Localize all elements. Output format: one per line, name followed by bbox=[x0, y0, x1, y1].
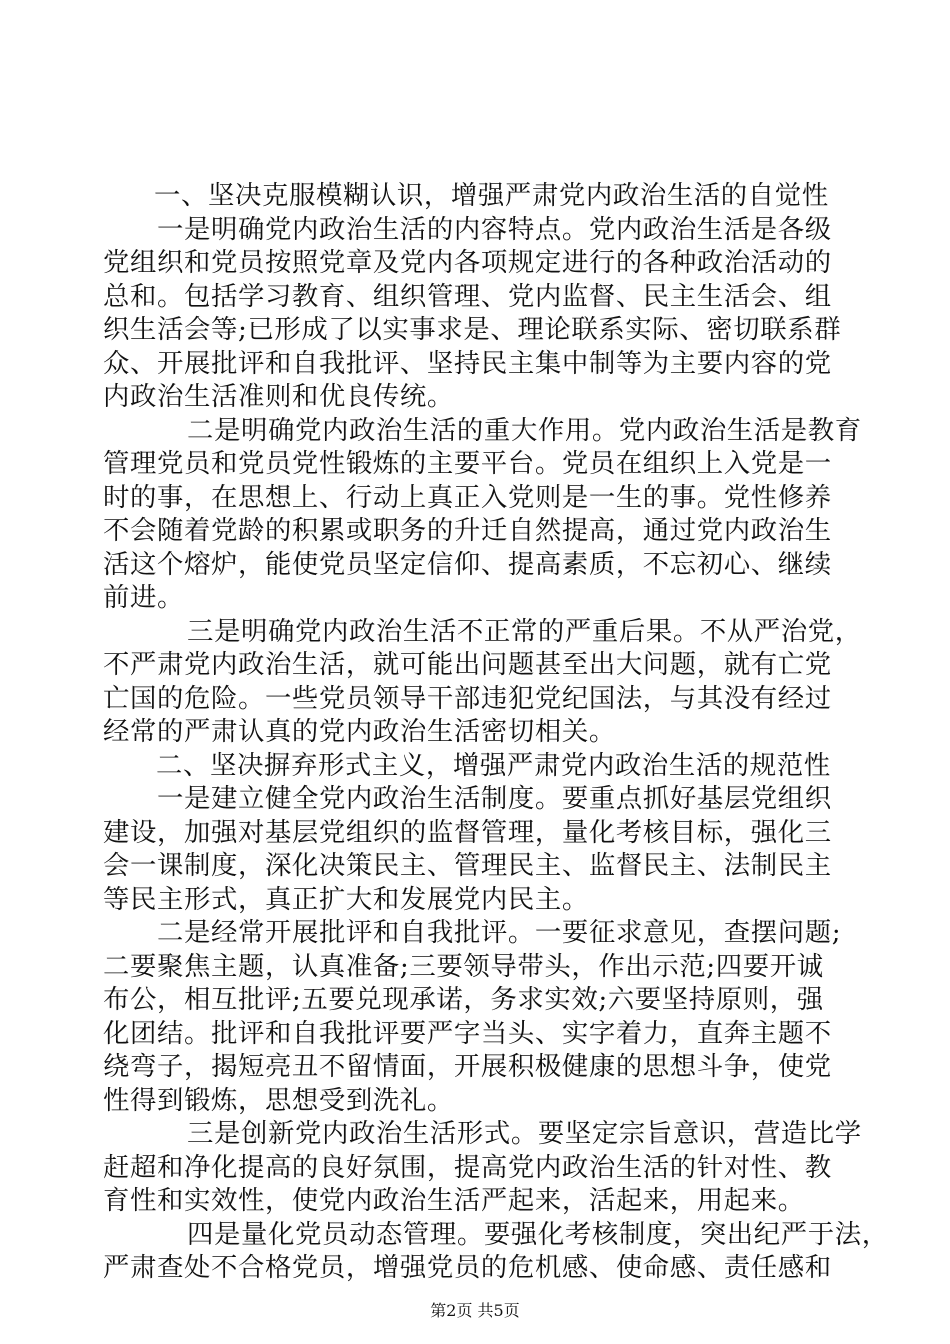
paragraph-line: 一是建立健全党内政治生活制度。要重点抓好基层党组织 bbox=[157, 783, 832, 814]
paragraph-line: 一是明确党内政治生活的内容特点。党内政治生活是各级 bbox=[157, 214, 832, 245]
paragraph-line: 会一课制度，深化决策民主、管理民主、监督民主、法制民主 bbox=[103, 850, 832, 881]
paragraph-line: 三是明确党内政治生活不正常的严重后果。不从严治党， bbox=[187, 616, 862, 647]
paragraph-line: 四是量化党员动态管理。要强化考核制度，突出纪严于法， bbox=[187, 1219, 889, 1250]
paragraph-line: 不会随着党龄的积累或职务的升迁自然提高，通过党内政治生 bbox=[103, 515, 832, 546]
paragraph-line: 化团结。批评和自我批评要严字当头、实字着力，直奔主题不 bbox=[103, 1018, 832, 1049]
paragraph-line: 绕弯子，揭短亮丑不留情面，开展积极健康的思想斗争，使党 bbox=[103, 1051, 832, 1082]
section-heading: 一、坚决克服模糊认识，增强严肃党内政治生活的自觉性 bbox=[154, 180, 829, 211]
paragraph-line: 布公，相互批评;五要兑现承诺，务求实效;六要坚持原则，强 bbox=[103, 984, 824, 1015]
section-heading: 二、坚决摒弃形式主义，增强严肃党内政治生活的规范性 bbox=[156, 750, 831, 781]
paragraph-line: 不严肃党内政治生活，就可能出问题甚至出大问题，就有亡党 bbox=[103, 649, 832, 680]
paragraph-line: 严肃查处不合格党员，增强党员的危机感、使命感、责任感和 bbox=[103, 1252, 832, 1283]
paragraph-line: 活这个熔炉，能使党员坚定信仰、提高素质，不忘初心、继续 bbox=[103, 549, 832, 580]
paragraph-line: 前进。 bbox=[103, 582, 184, 613]
paragraph-line: 等民主形式，真正扩大和发展党内民主。 bbox=[103, 884, 589, 915]
paragraph-line: 性得到锻炼，思想受到洗礼。 bbox=[103, 1085, 454, 1116]
paragraph-line: 二是明确党内政治生活的重大作用。党内政治生活是教育 bbox=[187, 415, 862, 446]
paragraph-line: 赶超和净化提高的良好氛围，提高党内政治生活的针对性、教 bbox=[103, 1152, 832, 1183]
paragraph-line: 二是经常开展批评和自我批评。一要征求意见，查摆问题; bbox=[157, 917, 842, 948]
paragraph-line: 建设，加强对基层党组织的监督管理，量化考核目标，强化三 bbox=[103, 817, 832, 848]
paragraph-line: 织生活会等;已形成了以实事求是、理论联系实际、密切联系群 bbox=[103, 314, 842, 345]
page-number-footer: 第2页 共5页 bbox=[430, 1301, 520, 1320]
paragraph-line: 管理党员和党员党性锻炼的主要平台。党员在组织上入党是一 bbox=[103, 448, 832, 479]
paragraph-line: 经常的严肃认真的党内政治生活密切相关。 bbox=[103, 716, 616, 747]
paragraph-line: 众、开展批评和自我批评、坚持民主集中制等为主要内容的党 bbox=[103, 348, 832, 379]
paragraph-line: 党组织和党员按照党章及党内各项规定进行的各种政治活动的 bbox=[103, 247, 832, 278]
paragraph-line: 二要聚焦主题，认真准备;三要领导带头，作出示范;四要开诚 bbox=[103, 951, 824, 982]
paragraph-line: 总和。包括学习教育、组织管理、党内监督、民主生活会、组 bbox=[103, 281, 832, 312]
paragraph-line: 育性和实效性，使党内政治生活严起来，活起来，用起来。 bbox=[103, 1185, 805, 1216]
paragraph-line: 三是创新党内政治生活形式。要坚定宗旨意识，营造比学 bbox=[187, 1118, 862, 1149]
paragraph-line: 内政治生活准则和优良传统。 bbox=[103, 381, 454, 412]
paragraph-line: 亡国的危险。一些党员领导干部违犯党纪国法，与其没有经过 bbox=[103, 683, 832, 714]
paragraph-line: 时的事，在思想上、行动上真正入党则是一生的事。党性修养 bbox=[103, 482, 832, 513]
